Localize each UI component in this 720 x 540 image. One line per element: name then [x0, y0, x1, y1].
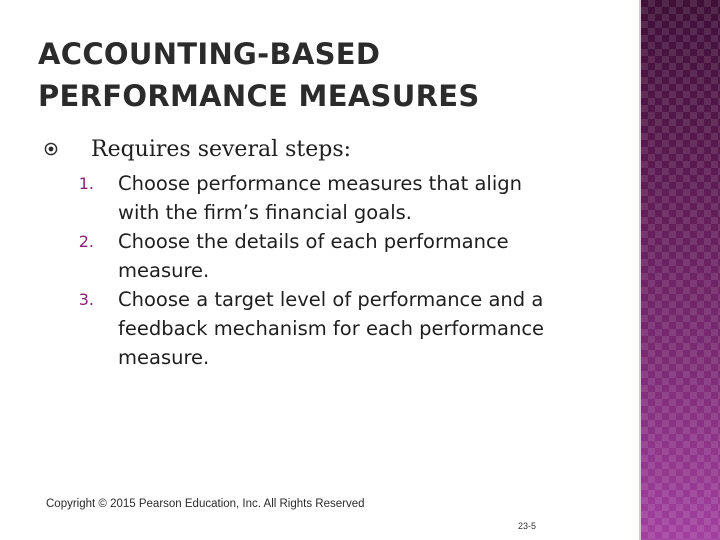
step-item: [70, 169, 590, 227]
copyright-notice: Copyright © 2015 Pearson Education, Inc. All Rights Reserved: [46, 498, 365, 510]
bullet-text: Requires several steps:: [91, 137, 352, 162]
slide-title-line-2: PERFORMANCE MEASURES: [38, 79, 480, 113]
decorative-side-band: [641, 0, 720, 540]
step-text-line: feedback mechanism for each performance: [118, 317, 545, 340]
step-text-line: with the firm’s financial goals.: [118, 201, 412, 224]
step-number: 3.: [78, 290, 94, 309]
step-item: [70, 285, 590, 372]
slide-title-line-1: ACCOUNTING-BASED: [38, 37, 381, 71]
steps-list: [70, 169, 590, 372]
step-number: 2.: [78, 232, 94, 251]
step-item: [70, 227, 590, 285]
step-number: 1.: [78, 174, 94, 193]
step-text: [118, 285, 590, 372]
step-text-line: measure.: [118, 346, 210, 369]
step-text: [118, 169, 590, 227]
step-text-line: Choose a target level of performance and a: [118, 288, 544, 311]
bullet-item: [44, 134, 604, 168]
circle-dot-icon: [44, 142, 58, 156]
step-text: [118, 227, 590, 285]
step-text-line: Choose the details of each performance: [118, 230, 509, 253]
step-text-line: measure.: [118, 259, 210, 282]
page-number: 23-5: [518, 521, 537, 531]
step-text-line: Choose performance measures that align: [118, 172, 522, 195]
slide-title: [38, 33, 598, 117]
